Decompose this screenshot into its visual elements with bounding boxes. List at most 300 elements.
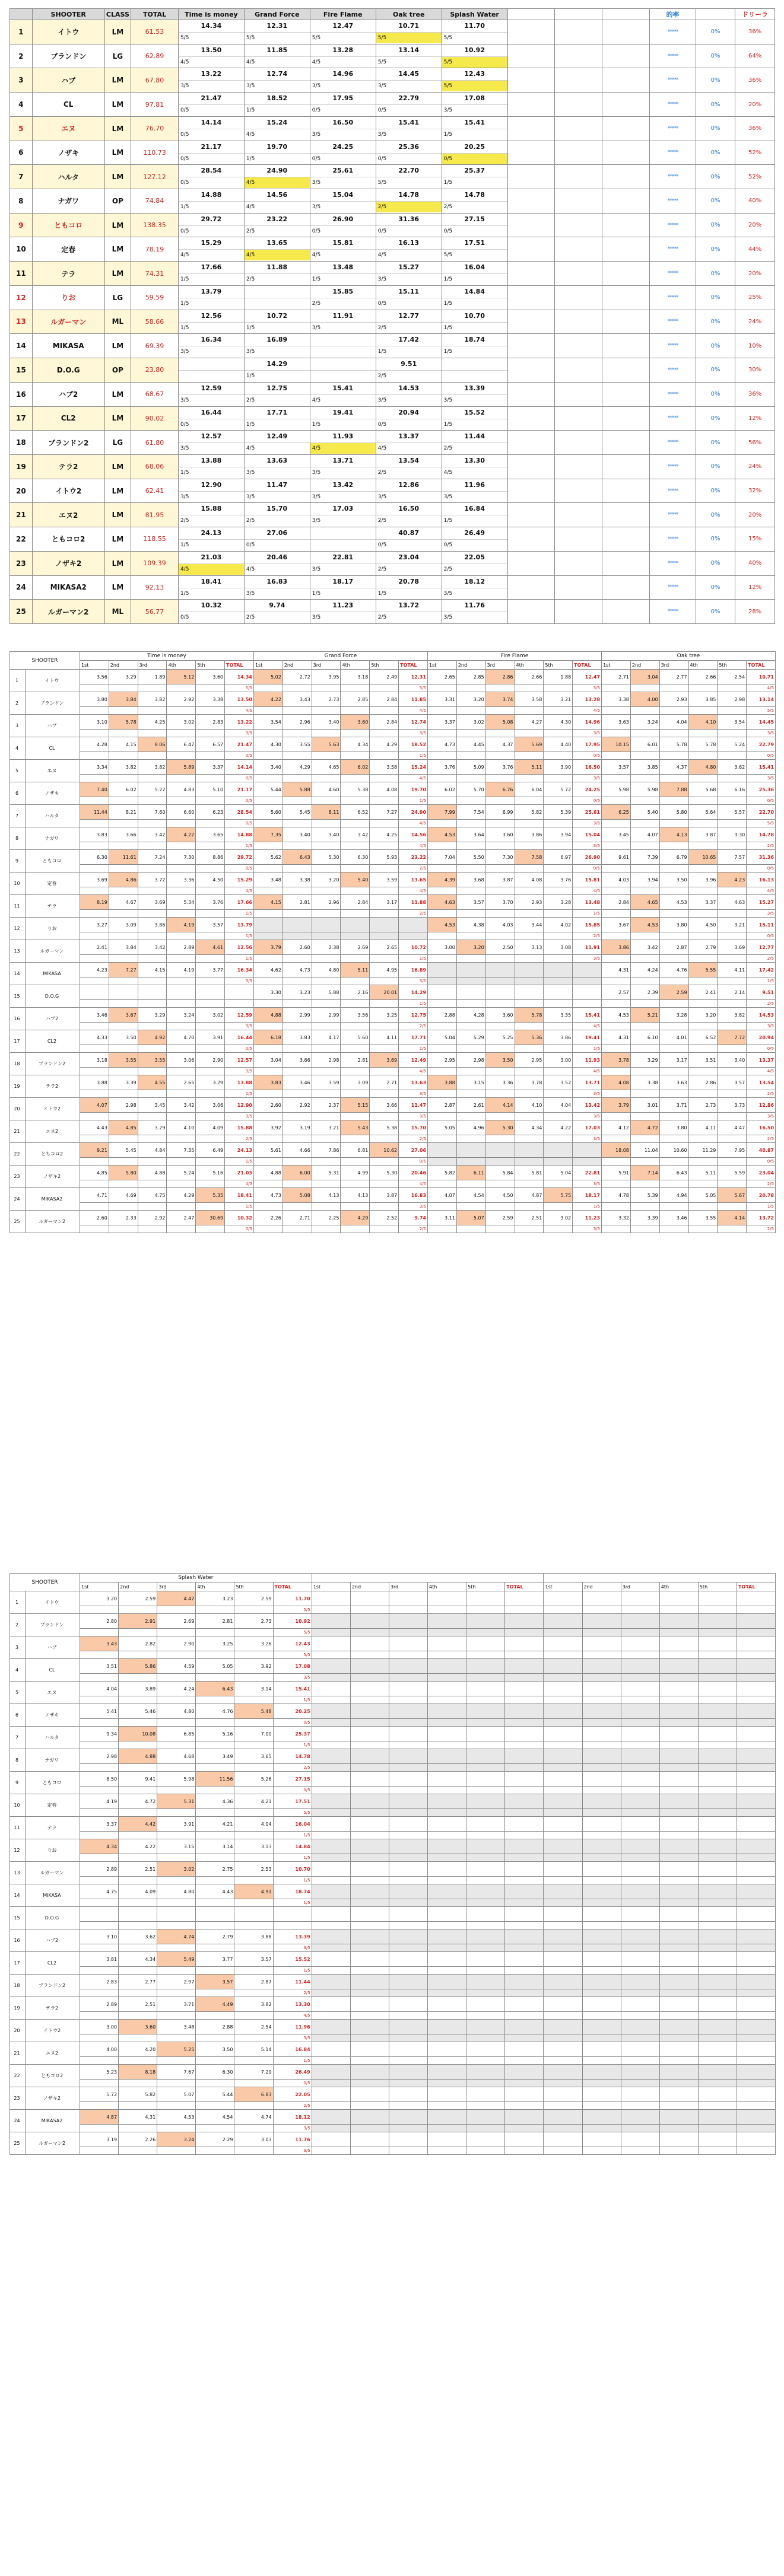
attempt-mark xyxy=(312,707,341,715)
attempt-time: 5.36 xyxy=(515,1030,544,1045)
attempt-mark xyxy=(718,684,747,692)
rating-stars: ***** xyxy=(650,382,696,406)
event-total xyxy=(505,1975,544,1989)
attempt-mark xyxy=(718,797,747,805)
summary-header-row xyxy=(10,9,775,20)
attempt-mark xyxy=(485,955,515,963)
attempt-time: 4.62 xyxy=(254,963,283,977)
attempt-mark xyxy=(196,1989,234,1997)
attempt-time xyxy=(582,1839,621,1854)
event-score: 13.72 xyxy=(398,601,420,610)
attempt-mark xyxy=(157,1719,196,1727)
hits-row xyxy=(10,1967,776,1975)
shooter-name: ハブ2 xyxy=(26,1008,80,1030)
attempt-mark xyxy=(659,1877,698,1884)
attempt-mark xyxy=(80,2080,119,2087)
attempt-mark xyxy=(515,977,544,985)
attempt-time xyxy=(659,1704,698,1719)
event-score: 17.03 xyxy=(332,505,354,513)
attempt-time: 10.08 xyxy=(119,1727,157,1741)
event-total: 19.70 xyxy=(399,782,428,797)
attempt-time xyxy=(389,2132,427,2147)
row-number: 1 xyxy=(10,20,33,44)
blank-cell xyxy=(602,454,650,479)
event-score: 15.04 xyxy=(332,191,354,199)
blank-cell xyxy=(507,358,555,383)
event-total: 17.66 xyxy=(225,895,254,910)
attempt-time: 4.80 xyxy=(157,1884,196,1899)
attempt-mark xyxy=(659,1764,698,1772)
attempt-time: 2.51 xyxy=(119,1862,157,1877)
attempt-time: 2.54 xyxy=(234,2020,273,2034)
attempt-mark xyxy=(544,1899,582,1907)
event-hits: 1/5 xyxy=(179,539,244,550)
attempt-mark xyxy=(456,775,485,782)
event-hits: 4/5 xyxy=(179,249,244,260)
event-total xyxy=(273,1907,312,1922)
shooter-name: ハブ xyxy=(26,1636,80,1659)
attempt-time xyxy=(698,1772,737,1787)
attempt-time xyxy=(659,1772,698,1787)
attempt-mark xyxy=(428,1944,466,1952)
attempt-time: 4.34 xyxy=(80,1839,119,1854)
attempt-time: 2.38 xyxy=(312,940,341,955)
attempt-mark xyxy=(466,2147,505,2155)
attempt-time: 8.86 xyxy=(196,850,225,865)
attempt-time: 3.87 xyxy=(688,827,718,842)
event-hits: 0/5 xyxy=(442,539,507,550)
attempt-time xyxy=(389,1614,427,1629)
attempt-time: 6.02 xyxy=(341,760,370,775)
summary-row xyxy=(10,213,775,237)
attempt-mark xyxy=(630,730,659,737)
row-number: 19 xyxy=(10,1075,26,1098)
score-row xyxy=(10,2110,776,2125)
attempt-mark xyxy=(283,1158,312,1166)
attempt-mark xyxy=(196,752,225,760)
shooter-name: 定春 xyxy=(26,1794,80,1817)
attempt-time: 7.29 xyxy=(234,2065,273,2080)
detail-section-2 xyxy=(9,1573,775,2546)
event-header: Oak tree xyxy=(602,652,776,661)
event-result xyxy=(376,479,442,503)
attempt-time xyxy=(466,1997,505,2012)
event-score: 16.50 xyxy=(398,505,420,513)
attempt-mark xyxy=(312,1023,341,1030)
attempt-time: 4.88 xyxy=(254,1008,283,1023)
hit-rate: 0% xyxy=(696,382,735,406)
attempt-mark xyxy=(698,1922,737,1929)
event-score: 17.51 xyxy=(464,239,485,247)
attempt-time: 11.44 xyxy=(80,805,109,820)
attempt-time: 4.75 xyxy=(80,1884,119,1899)
event-result xyxy=(244,382,310,406)
attempt-mark xyxy=(466,1787,505,1794)
attempt-mark xyxy=(466,1922,505,1929)
event-total: 17.51 xyxy=(273,1794,312,1809)
event-total xyxy=(505,2132,544,2147)
event-hits: 1/5 xyxy=(310,273,376,285)
attempt-mark xyxy=(456,1000,485,1008)
attempt-mark xyxy=(80,1809,119,1817)
event-hits xyxy=(505,1809,544,1817)
attempt-mark xyxy=(196,1023,225,1030)
attempt-mark xyxy=(312,752,341,760)
attempt-mark xyxy=(659,842,688,850)
attempt-time: 4.00 xyxy=(80,2042,119,2057)
event-result xyxy=(244,600,310,624)
attempt-mark xyxy=(544,2102,582,2110)
shooter-name: テラ2 xyxy=(32,454,104,479)
event-hits: 0/5 xyxy=(310,153,376,164)
blank-cell xyxy=(602,431,650,455)
summary-header-5: Grand Force xyxy=(244,9,310,20)
event-score: 11.47 xyxy=(266,480,288,489)
blank-cell xyxy=(507,310,555,334)
attempt-time: 2.86 xyxy=(485,670,515,684)
attempt-mark xyxy=(80,1674,119,1682)
attempt-mark xyxy=(234,2102,273,2110)
attempt-mark xyxy=(659,2080,698,2087)
event-hits: 3/5 xyxy=(273,2147,312,2155)
attempt-mark xyxy=(688,797,718,805)
attempt-time xyxy=(544,1614,582,1629)
event-hits: 2/5 xyxy=(376,612,442,623)
event-total: 11.70 xyxy=(273,1591,312,1606)
event-hits: 5/5 xyxy=(310,32,376,43)
attempt-time xyxy=(621,1636,659,1651)
event-total: 16.34 xyxy=(225,963,254,977)
attempt-mark xyxy=(698,2080,737,2087)
event-hits: 3/5 xyxy=(399,1113,428,1120)
attempt-mark xyxy=(602,955,631,963)
event-total: 11.96 xyxy=(273,2020,312,2034)
event-total: 15.70 xyxy=(399,1120,428,1135)
event-hits: 0/5 xyxy=(573,797,602,805)
attempt-time xyxy=(466,1794,505,1809)
event-total: 15.29 xyxy=(225,873,254,887)
event-total xyxy=(505,1884,544,1899)
attempt-mark xyxy=(621,1899,659,1907)
attempt-time: 3.94 xyxy=(544,827,573,842)
attempt-time: 3.06 xyxy=(196,1098,225,1113)
attempt-mark xyxy=(119,2125,157,2132)
event-hits: 3/5 xyxy=(399,977,428,985)
event-hits xyxy=(505,2057,544,2065)
attempt-mark xyxy=(544,842,573,850)
row-number: 15 xyxy=(10,358,33,383)
attempt-time: 6.49 xyxy=(196,1143,225,1158)
shooter-name: ともコロ2 xyxy=(32,527,104,552)
attempt-mark xyxy=(254,1113,283,1120)
drill-rate: 44% xyxy=(735,237,775,262)
event-total: 13.63 xyxy=(399,1075,428,1090)
event-result xyxy=(178,68,244,93)
event-hits: 1/5 xyxy=(245,322,310,333)
attempt-mark xyxy=(389,1719,427,1727)
attempt-time xyxy=(350,1614,389,1629)
event-score: 10.72 xyxy=(266,311,288,320)
event-hits: 0/5 xyxy=(225,797,254,805)
attempt-mark xyxy=(659,865,688,873)
drill-rate: 12% xyxy=(735,575,775,600)
attempt-mark xyxy=(312,1135,341,1143)
event-total xyxy=(505,2087,544,2102)
hits-row xyxy=(10,1068,776,1075)
attempt-mark xyxy=(341,752,370,760)
event-hits xyxy=(505,1832,544,1839)
attempt-time: 4.53 xyxy=(428,918,457,932)
event-total: 25.37 xyxy=(273,1727,312,1741)
row-number: 21 xyxy=(10,1120,26,1143)
event-result xyxy=(376,358,442,383)
event-total xyxy=(737,1704,775,1719)
event-hits xyxy=(273,1922,312,1929)
attempt-time: 2.14 xyxy=(718,985,747,1000)
attempt-time: 2.75 xyxy=(196,1862,234,1877)
attempt-mark xyxy=(350,1899,389,1907)
attempt-mark xyxy=(254,842,283,850)
event-hits: 0/5 xyxy=(747,797,776,805)
attempt-mark xyxy=(389,1989,427,1997)
attempt-time: 3.32 xyxy=(602,1211,631,1225)
attempt-time: 3.43 xyxy=(283,692,312,707)
attempt-mark xyxy=(466,1764,505,1772)
attempt-mark xyxy=(515,752,544,760)
attempt-time: 5.93 xyxy=(370,850,399,865)
attempt-time: 5.09 xyxy=(456,760,485,775)
attempt-mark xyxy=(718,707,747,715)
attempt-time: 3.28 xyxy=(659,1008,688,1023)
event-result xyxy=(244,406,310,431)
attempt-time: 3.23 xyxy=(196,1591,234,1606)
event-total: 11.93 xyxy=(573,1053,602,1068)
blank-cell xyxy=(555,189,602,214)
attempt-time: 4.53 xyxy=(602,1008,631,1023)
attempt-mark xyxy=(630,865,659,873)
event-score: 28.54 xyxy=(201,167,222,175)
hits-row xyxy=(10,1989,776,1997)
event-hits: 0/5 xyxy=(747,932,776,940)
attempt-mark xyxy=(157,2012,196,2020)
attempt-time xyxy=(350,1862,389,1877)
attempt-time xyxy=(544,1143,573,1158)
attempt-time: 2.50 xyxy=(485,940,515,955)
attempt-mark xyxy=(428,2057,466,2065)
total-time: 62.89 xyxy=(131,44,179,68)
event-hits: 0/5 xyxy=(442,153,507,164)
attempt-time xyxy=(350,1952,389,1967)
attempt-mark xyxy=(389,1674,427,1682)
event-result xyxy=(442,93,507,117)
attempt-mark xyxy=(312,1203,341,1211)
shooter-class: LM xyxy=(104,551,131,575)
attempt-mark xyxy=(428,2034,466,2042)
row-number: 10 xyxy=(10,1794,26,1817)
attempt-time: 5.35 xyxy=(196,1188,225,1203)
event-result xyxy=(442,20,507,44)
attempt-mark xyxy=(544,887,573,895)
attempt-time: 3.42 xyxy=(138,940,167,955)
event-total xyxy=(737,1682,775,1696)
attempt-time xyxy=(428,1772,466,1787)
attempt-time: 5.60 xyxy=(254,805,283,820)
attempt-time: 3.50 xyxy=(485,1053,515,1068)
attempt-mark xyxy=(630,887,659,895)
drill-rate: 20% xyxy=(735,93,775,117)
summary-header-9 xyxy=(507,9,555,20)
event-hits xyxy=(505,1877,544,1884)
attempt-mark xyxy=(621,2012,659,2020)
score-row xyxy=(10,850,776,865)
blank-cell xyxy=(507,285,555,310)
attempt-mark xyxy=(389,1832,427,1839)
attempt-mark xyxy=(312,730,341,737)
attempt-time xyxy=(621,1862,659,1877)
event-result xyxy=(442,285,507,310)
attempt-mark xyxy=(389,1787,427,1794)
score-row xyxy=(10,1075,776,1090)
attempt-time xyxy=(544,985,573,1000)
attempt-mark xyxy=(138,932,167,940)
attempt-time: 2.84 xyxy=(370,692,399,707)
attempt-mark xyxy=(485,1023,515,1030)
event-total: 10.92 xyxy=(273,1614,312,1629)
summary-header-12: 的率 xyxy=(650,9,696,20)
attempt-mark xyxy=(109,707,138,715)
attempt-mark xyxy=(234,1741,273,1749)
blank-cell xyxy=(555,44,602,68)
attempt-time: 4.53 xyxy=(659,895,688,910)
blank-cell xyxy=(602,406,650,431)
attempt-time xyxy=(582,2132,621,2147)
attempt-time: 5.98 xyxy=(630,782,659,797)
attempt-mark xyxy=(698,1899,737,1907)
shooter-name: イトウ2 xyxy=(26,2020,80,2042)
attempt-mark xyxy=(544,2125,582,2132)
blank-cell xyxy=(555,406,602,431)
event-result xyxy=(310,310,376,334)
event-hits: 3/5 xyxy=(310,612,376,623)
attempt-mark xyxy=(544,1877,582,1884)
score-row xyxy=(10,1053,776,1068)
event-total: 22.81 xyxy=(573,1166,602,1180)
attempt-time: 2.53 xyxy=(234,1862,273,1877)
event-score: 12.59 xyxy=(201,384,222,392)
attempt-time: 3.70 xyxy=(485,895,515,910)
event-total: 12.75 xyxy=(399,1008,428,1023)
attempt-mark xyxy=(718,1023,747,1030)
attempt-mark xyxy=(167,730,196,737)
attempt-mark xyxy=(621,1967,659,1975)
attempt-time xyxy=(582,1997,621,2012)
attempt-mark xyxy=(350,2034,389,2042)
event-hits: 4/5 xyxy=(747,1068,776,1075)
hits-row xyxy=(10,684,776,692)
attempt-time: 5.40 xyxy=(630,805,659,820)
attempt-time xyxy=(582,2042,621,2057)
attempt-time: 2.85 xyxy=(341,692,370,707)
attempt-mark xyxy=(659,730,688,737)
attempt-mark xyxy=(350,2057,389,2065)
attempt-time xyxy=(466,1975,505,1989)
attempt-mark xyxy=(485,797,515,805)
blank-cell xyxy=(602,334,650,358)
attempt-mark xyxy=(602,1225,631,1233)
attempt-mark xyxy=(718,887,747,895)
event-score xyxy=(245,286,310,298)
attempt-header: TOTAL xyxy=(747,661,776,670)
attempt-mark xyxy=(621,2057,659,2065)
attempt-time: 9.21 xyxy=(80,1143,109,1158)
event-hits: 1/5 xyxy=(273,1877,312,1884)
attempt-time: 2.83 xyxy=(196,715,225,730)
event-result xyxy=(310,503,376,527)
shooter-name: エヌ xyxy=(26,760,80,782)
event-hits: 3/5 xyxy=(399,1090,428,1098)
event-total xyxy=(505,1862,544,1877)
attempt-mark xyxy=(234,2080,273,2087)
event-score: 17.71 xyxy=(266,408,288,416)
attempt-time: 3.15 xyxy=(456,1075,485,1090)
attempt-time xyxy=(544,1636,582,1651)
event-hits: 2/5 xyxy=(442,442,507,454)
attempt-time: 5.86 xyxy=(119,1659,157,1674)
attempt-time xyxy=(312,2020,350,2034)
attempt-mark xyxy=(196,1113,225,1120)
attempt-mark xyxy=(157,1674,196,1682)
attempt-time: 3.60 xyxy=(485,827,515,842)
row-number: 24 xyxy=(10,2110,26,2132)
attempt-time: 3.57 xyxy=(234,1952,273,1967)
event-hits: 1/5 xyxy=(225,842,254,850)
attempt-mark xyxy=(370,865,399,873)
attempt-mark xyxy=(138,1135,167,1143)
attempt-mark xyxy=(428,1135,457,1143)
event-score xyxy=(310,527,376,539)
attempt-time: 2.83 xyxy=(80,1975,119,1989)
attempt-mark xyxy=(109,1045,138,1053)
attempt-mark xyxy=(80,2034,119,2042)
attempt-time xyxy=(544,1704,582,1719)
event-hits xyxy=(179,370,244,381)
blank-cell xyxy=(555,310,602,334)
event-hits: 3/5 xyxy=(442,394,507,406)
attempt-mark xyxy=(466,1832,505,1839)
attempt-mark xyxy=(341,1203,370,1211)
event-hits: 1/5 xyxy=(399,1000,428,1008)
event-score: 27.15 xyxy=(464,215,485,223)
attempt-mark xyxy=(109,1090,138,1098)
attempt-mark xyxy=(119,1606,157,1614)
attempt-mark xyxy=(119,1967,157,1975)
event-hits: 0/5 xyxy=(376,225,442,237)
shooter-name: ハルタ xyxy=(32,165,104,189)
event-result xyxy=(244,165,310,189)
attempt-mark xyxy=(138,752,167,760)
attempt-time: 4.04 xyxy=(659,715,688,730)
attempt-time: 3.68 xyxy=(456,873,485,887)
attempt-mark xyxy=(196,2034,234,2042)
shooter-name: ともコロ2 xyxy=(26,1143,80,1166)
attempt-time: 4.07 xyxy=(428,1188,457,1203)
attempt-mark xyxy=(80,955,109,963)
attempt-time: 5.02 xyxy=(254,670,283,684)
shooter-name: ナガワ xyxy=(32,189,104,214)
attempt-mark xyxy=(157,1696,196,1704)
event-hits xyxy=(737,1967,775,1975)
attempt-mark xyxy=(312,1180,341,1188)
